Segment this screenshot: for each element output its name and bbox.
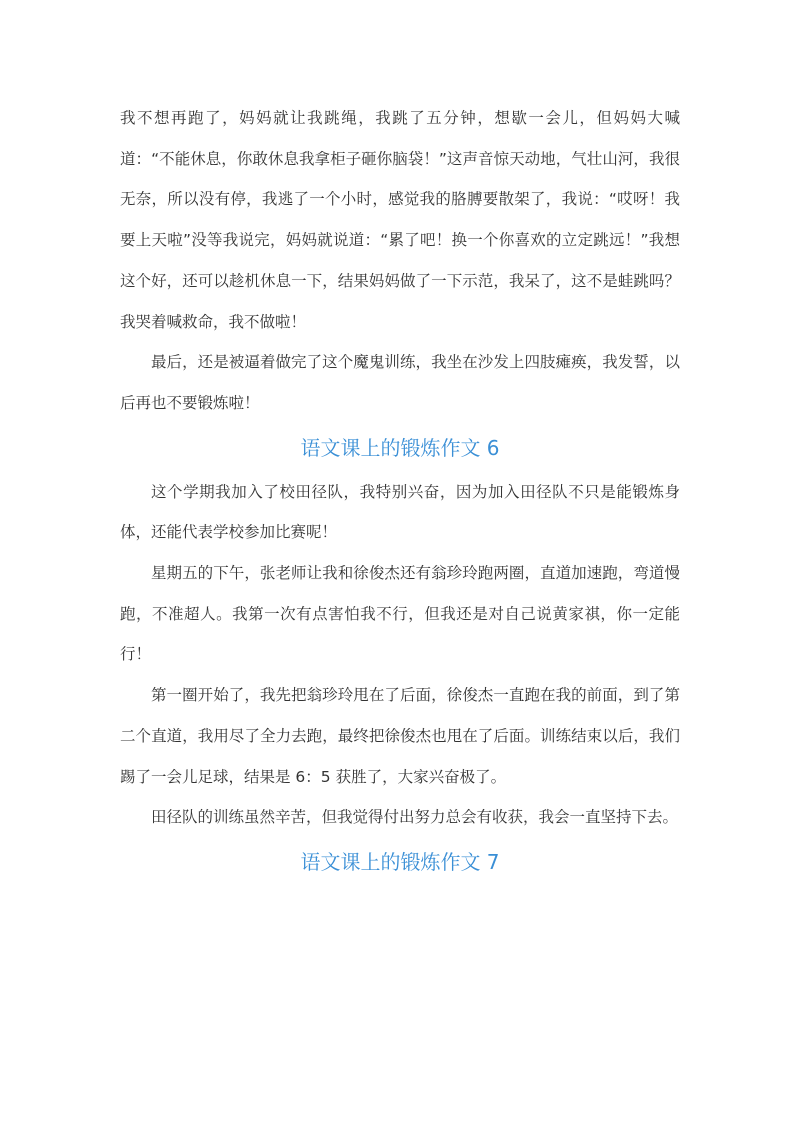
paragraph-jump-rope-story: 我不想再跑了，妈妈就让我跳绳，我跳了五分钟，想歇一会儿，但妈妈大喊道：“不能休息，你敢休息我拿柜子砸你脑袋！”这声音惊天动地，气壮山河，我很无奈，所以没有停，我逃了一个小时，感觉我的胳膊要散架了，我说：“哎呀！我要上天啦”没等我说完，妈妈就说道：“累了吧！换一个你喜欢的立定跳远！”我想这个好，还可以趁机休息一下，结果妈妈做了一下示范，我呆了，这不是蛙跳吗？我哭着喊救命，我不做啦！ — [120, 109, 680, 331]
section-heading-essay-6: 语文课上的锻炼作文 6 — [300, 435, 500, 460]
document-body — [120, 98, 680, 886]
section-heading-essay-7: 语文课上的锻炼作文 7 — [300, 849, 500, 874]
paragraph-friday-training: 星期五的下午，张老师让我和徐俊杰还有翁珍玲跑两圈，直道加速跑，弯道慢跑，不准超人。我第一次有点害怕我不行，但我还是对自己说黄家祺，你一定能行！ — [120, 564, 680, 664]
paragraph-conclusion: 最后，还是被逼着做完了这个魔鬼训练，我坐在沙发上四肢瘫痪，我发誓，以后再也不要锻炼啦！ — [120, 353, 680, 412]
paragraph-first-lap: 第一圈开始了，我先把翁珍玲甩在了后面，徐俊杰一直跑在我的前面，到了第二个直道，我用尽了全力去跑，最终把徐俊杰也甩在了后面。训练结束以后，我们踢了一会儿足球，结果是 6：5 获胜了，大家兴奋极了。 — [120, 686, 680, 786]
paragraph-persistence: 田径队的训练虽然辛苦，但我觉得付出努力总会有收获，我会一直坚持下去。 — [151, 808, 679, 827]
paragraph-joined-track-team: 这个学期我加入了校田径队，我特别兴奋，因为加入田径队不只是能锻炼身体，还能代表学校参加比赛呢！ — [120, 482, 680, 542]
